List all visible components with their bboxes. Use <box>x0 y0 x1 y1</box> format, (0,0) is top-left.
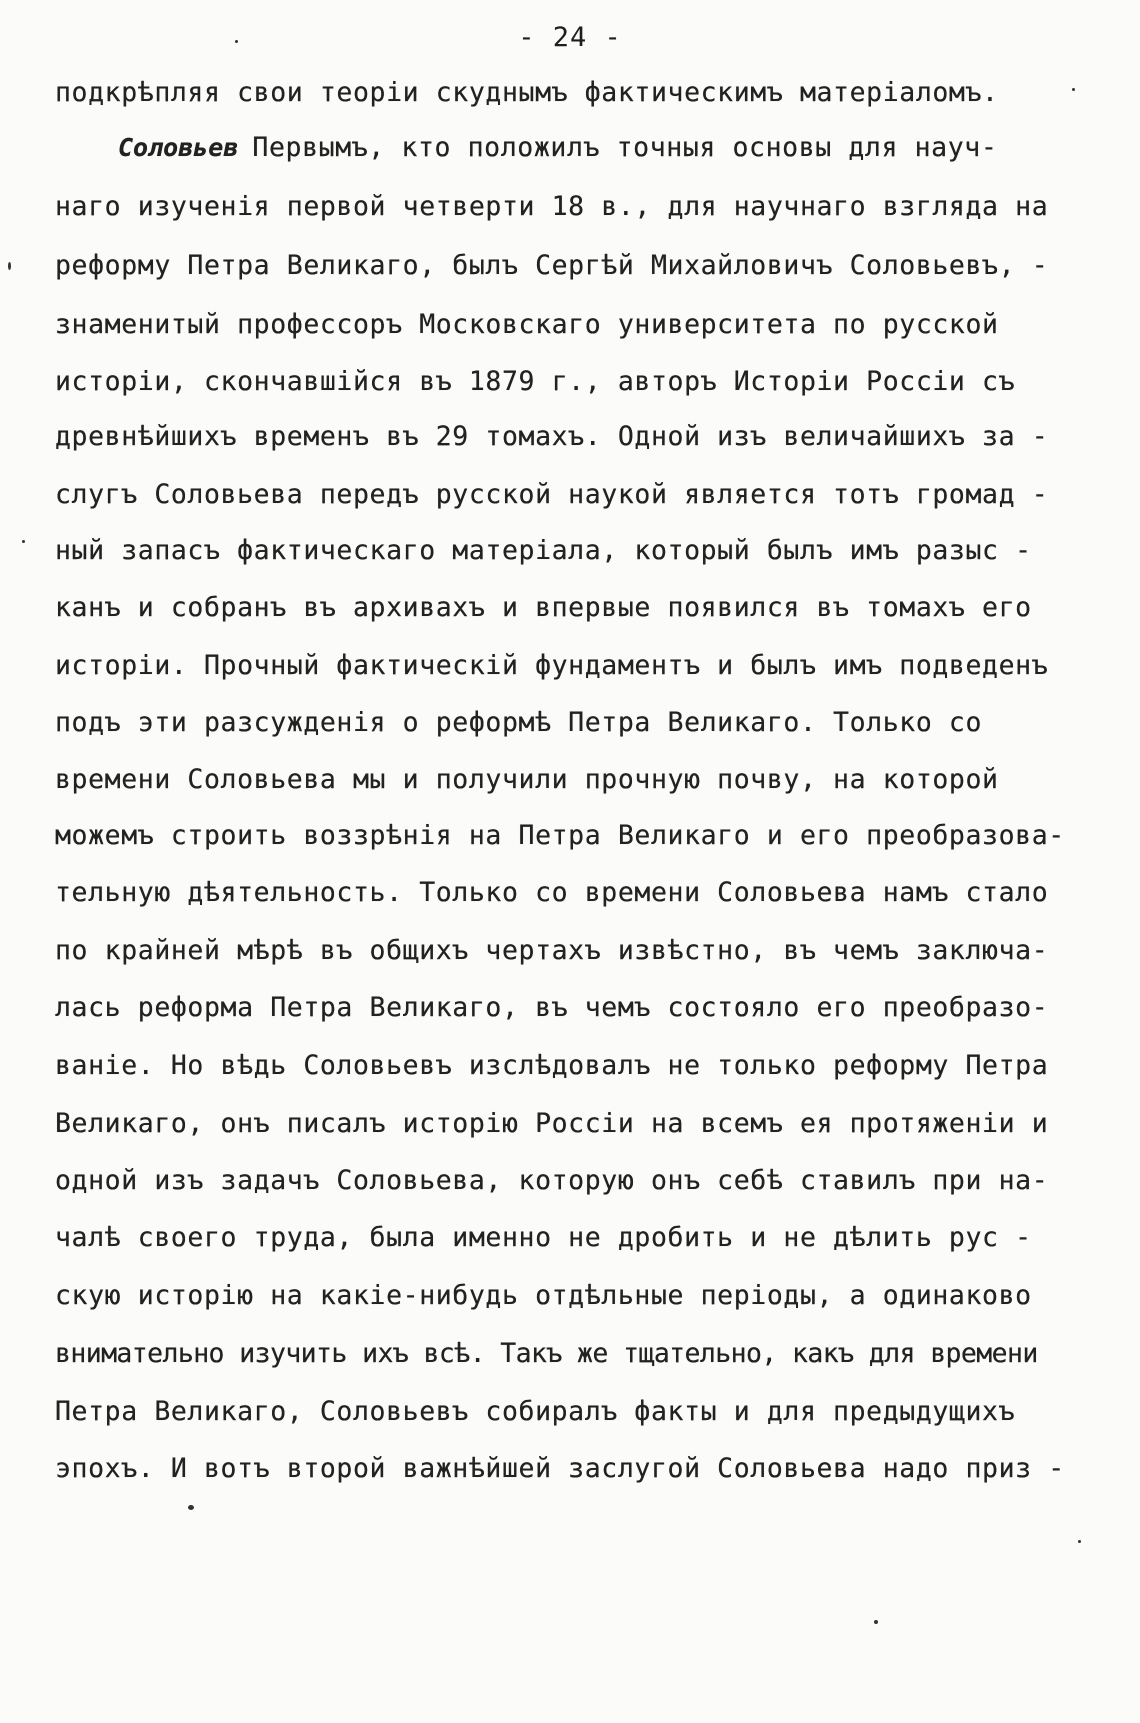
line-text: Великаго, онъ писалъ исторію Россіи на всемъ ея протяженіи и <box>55 1108 1049 1139</box>
text-line <box>55 1164 1048 1198</box>
text-line <box>55 1337 1038 1371</box>
line-text: наго изученія первой четверти 18 в., для научнаго взгляда на <box>55 191 1049 222</box>
text-line <box>55 534 1032 568</box>
text-line <box>55 308 999 342</box>
text-line <box>55 934 1048 968</box>
line-text: исторіи, скончавшійся въ 1879 г., авторъ Исторіи Россіи съ <box>55 366 1016 397</box>
text-line <box>55 706 982 740</box>
text-line <box>55 1279 1032 1313</box>
text-line <box>55 819 1065 853</box>
text-line <box>55 649 1048 683</box>
line-text: лась реформа Петра Великаго, въ чемъ состояло его преобразо- <box>55 992 1049 1023</box>
text-line <box>55 76 999 110</box>
ink-speck <box>235 40 238 43</box>
line-text: времени Соловьева мы и получили прочную почву, на которой <box>55 764 999 795</box>
line-text: Первымъ, кто положилъ точныя основы для науч- <box>252 132 998 163</box>
text-line <box>55 991 1048 1025</box>
line-text: Петра Великаго, Соловьевъ собиралъ факты и для предыдущихъ <box>55 1396 1016 1427</box>
text-line <box>55 591 1032 625</box>
text-line <box>55 1395 1015 1429</box>
line-text: можемъ строить воззрѣнія на Петра Великаго и его преобразова- <box>55 820 1065 851</box>
ink-speck <box>1072 88 1075 91</box>
line-text: реформу Петра Великаго, былъ Сергѣй Михайловичъ Соловьевъ, - <box>55 250 1049 281</box>
ink-speck <box>22 540 25 543</box>
text-line <box>55 420 1048 454</box>
line-text: чалѣ своего труда, была именно не дробить и не дѣлить рус - <box>55 1222 1032 1253</box>
text-line <box>55 249 1048 283</box>
text-line <box>55 876 1048 910</box>
line-text: по крайней мѣрѣ въ общихъ чертахъ извѣстно, въ чемъ заключа- <box>55 935 1049 966</box>
text-line <box>55 190 1048 224</box>
line-text: канъ и собранъ въ архивахъ и впервые появился въ томахъ его <box>55 592 1032 623</box>
line-text: знаменитый профессоръ Московскаго университета по русской <box>55 309 999 340</box>
text-line <box>55 763 999 797</box>
line-text: исторіи. Прочный фактическій фундаментъ и былъ имъ подведенъ <box>55 650 1049 681</box>
ink-speck <box>8 262 11 270</box>
page-number: - 24 - <box>518 22 622 53</box>
line-text: тельную дѣятельность. Только со времени Соловьева намъ стало <box>55 877 1049 908</box>
margin-heading: Соловьев <box>118 133 239 162</box>
line-text: ваніе. Но вѣдь Соловьевъ изслѣдовалъ не только реформу Петра <box>55 1050 1049 1081</box>
text-line <box>55 365 1015 399</box>
text-line <box>118 131 997 165</box>
line-text: древнѣйшихъ временъ въ 29 томахъ. Одной изъ величайшихъ за - <box>55 421 1049 452</box>
line-text: эпохъ. И вотъ второй важнѣйшей заслугой Соловьева надо приз - <box>55 1453 1065 1484</box>
text-line <box>55 1107 1048 1141</box>
line-text: скую исторію на какіе-нибудь отдѣльные періоды, а одинаково <box>55 1280 1032 1311</box>
text-line <box>55 478 1048 512</box>
ink-speck <box>188 1505 194 1510</box>
text-line <box>55 1452 1065 1486</box>
text-line <box>55 1049 1048 1083</box>
line-text: подкрѣпляя свои теоріи скуднымъ фактическимъ матеріаломъ. <box>55 77 999 108</box>
text-line <box>55 1221 1032 1255</box>
line-text: одной изъ задачъ Соловьева, которую онъ себѣ ставилъ при на- <box>55 1165 1049 1196</box>
line-text: ный запасъ фактическаго матеріала, который былъ имъ разыс - <box>55 535 1032 566</box>
line-text: слугъ Соловьева передъ русской наукой является тотъ громад - <box>55 479 1049 510</box>
ink-speck <box>1078 1540 1081 1543</box>
line-text: подъ эти разсужденія о реформѣ Петра Великаго. Только со <box>55 707 983 738</box>
ink-speck <box>874 1620 878 1624</box>
line-text: внимательно изучить ихъ всѣ. Такъ же тщательно, какъ для времени <box>55 1338 1038 1369</box>
